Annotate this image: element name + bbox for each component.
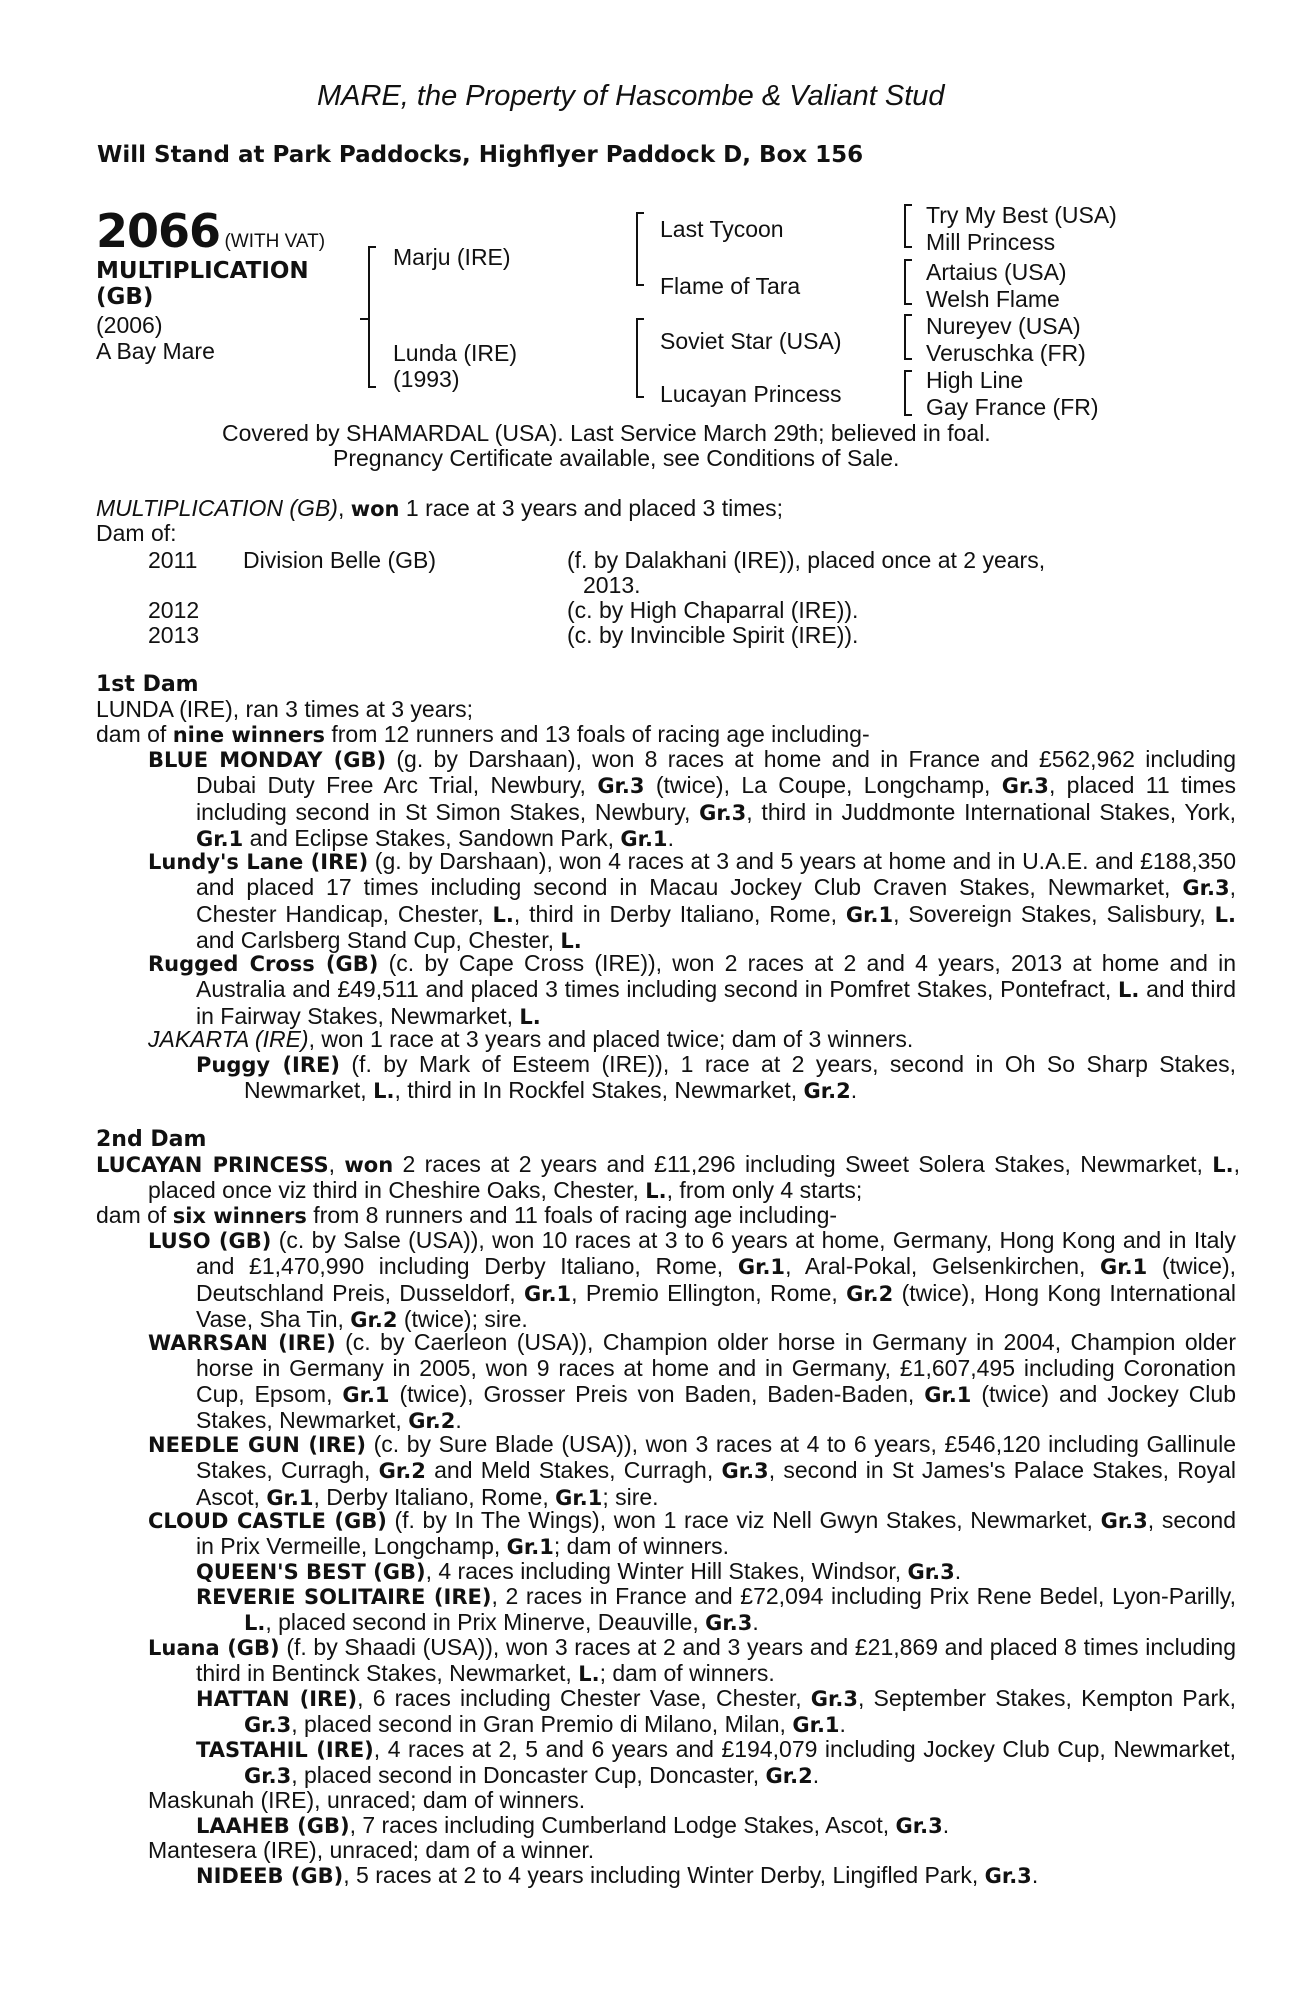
progeny-entry: REVERIE SOLITAIRE (IRE), 2 races in France and £72,094 including Prix Rene Bedel, Lyon-Parilly, L., placed second in Prix Minerve, Deauville, Gr.3. — [196, 1583, 1236, 1636]
pedigree-dsd: Veruschka (FR) — [926, 340, 1086, 366]
pedigree-dam-year: (1993) — [393, 366, 460, 392]
progeny-entry: Lundy's Lane (IRE) (g. by Darshaan), won 4 races at 3 and 5 years at home and in U.A.E. and £188,350 and placed 17 times including second in Macau Jockey Club Craven Stakes, Newmarket, Gr.3, Chester Handicap, Chester, L., third in Derby Italiano, Rome, Gr.1, Sovereign Stakes, Salisbury, L. and Carlsberg Stand Cup, Chester, L. — [148, 848, 1237, 954]
produce-note: (c. by Invincible Spirit (IRE)). — [567, 622, 859, 648]
produce-year: 2011 — [148, 547, 198, 573]
progeny-entry: CLOUD CASTLE (GB) (f. by In The Wings), won 1 race viz Nell Gwyn Stakes, Newmarket, Gr.3, second in Prix Vermeille, Longchamp, Gr.1; dam of winners. — [148, 1507, 1236, 1560]
first-dam-line1: LUNDA (IRE), ran 3 times at 3 years; — [96, 696, 474, 722]
stand-location: Will Stand at Park Paddocks, Highflyer Paddock D, Box 156 — [97, 142, 864, 168]
lot-number-row — [96, 204, 325, 258]
progeny-entry: Luana (GB) (f. by Shaadi (USA)), won 3 races at 2 and 3 years and £21,869 and placed 8 times including third in Bentinck Stakes, Newmarket, L.; dam of winners. — [148, 1634, 1236, 1687]
horse-description: A Bay Mare — [96, 338, 215, 364]
progeny-entry: Maskunah (IRE), unraced; dam of winners. — [148, 1787, 586, 1813]
second-dam-record: LUCAYAN PRINCESS, won 2 races at 2 years and £11,296 including Sweet Solera Stakes, Newmarket, L., placed once viz third in Cheshire Oaks, Chester, L., from only 4 starts; — [96, 1151, 1240, 1204]
progeny-entry: BLUE MONDAY (GB) (g. by Darshaan), won 8 races at home and in France and £562,962 including Dubai Duty Free Arc Trial, Newbury, Gr.3 (twice), La Coupe, Longchamp, Gr.3, placed 11 times including second in St Simon Stakes, Newbury, Gr.3, third in Juddmonte International Stakes, York, Gr.1 and Eclipse Stakes, Sandown Park, Gr.1. — [148, 746, 1237, 852]
covered-line2: Pregnancy Certificate available, see Conditions of Sale. — [333, 445, 900, 471]
second-dam-heading: 2nd Dam — [96, 1127, 207, 1152]
progeny-entry: NIDEEB (GB), 5 races at 2 to 4 years including Winter Derby, Lingifled Park, Gr.3. — [196, 1862, 1039, 1888]
mare-record-text: 1 race at 3 years and placed 3 times; — [399, 495, 784, 521]
produce-name: Division Belle (GB) — [243, 547, 436, 573]
produce-note-cont: 2013. — [583, 572, 641, 598]
mare-name: MULTIPLICATION (GB) — [96, 495, 338, 521]
page-title: MARE, the Property of Hascombe & Valiant Stud — [317, 80, 945, 112]
pedigree-sire: Marju (IRE) — [393, 244, 511, 270]
pedigree-ssd: Mill Princess — [926, 229, 1056, 255]
progeny-entry: LAAHEB (GB), 7 races including Cumberland Lodge Stakes, Ascot, Gr.3. — [196, 1812, 950, 1838]
pedigree-bracket-dd — [904, 370, 906, 416]
foaling-year: (2006) — [96, 312, 163, 338]
progeny-entry: HATTAN (IRE), 6 races including Chester Vase, Chester, Gr.3, September Stakes, Kempton Park, Gr.3, placed second in Gran Premio di Milano, Milan, Gr.1. — [196, 1685, 1236, 1738]
covered-line1: Covered by SHAMARDAL (USA). Last Service March 29th; believed in foal. — [222, 420, 991, 446]
pedigree-bracket-main — [368, 246, 370, 388]
pedigree-sdd: Welsh Flame — [926, 286, 1060, 312]
pedigree-bracket-ss — [904, 204, 906, 248]
pedigree-bracket-sd — [904, 259, 906, 305]
vat-note: (WITH VAT) — [224, 231, 326, 252]
second-dam-produce: dam of six winners from 8 runners and 11 foals of racing age including- — [96, 1202, 838, 1228]
produce-year: 2012 — [148, 597, 200, 623]
pedigree-ddd: Gay France (FR) — [926, 394, 1099, 420]
won-label: won — [350, 497, 400, 521]
pedigree-dss: Nureyev (USA) — [926, 313, 1081, 339]
pedigree-ds: Soviet Star (USA) — [660, 328, 842, 354]
pedigree-ss: Last Tycoon — [660, 216, 784, 242]
pedigree-dam: Lunda (IRE) — [393, 340, 518, 366]
bracket-notch — [360, 318, 368, 320]
progeny-entry: Mantesera (IRE), unraced; dam of a winner. — [148, 1837, 595, 1863]
first-dam-line2: dam of nine winners from 12 runners and 13 foals of racing age including- — [96, 721, 870, 747]
horse-name-line1: MULTIPLICATION — [96, 258, 309, 284]
mare-record: MULTIPLICATION (GB), won 1 race at 3 years and placed 3 times; — [96, 495, 784, 521]
progeny-entry: WARRSAN (IRE) (c. by Caerleon (USA)), Champion older horse in Germany in 2004, Champion older horse in Germany in 2005, won 9 races at home and in Germany, £1,607,495 including Coronation Cup, Epsom, Gr.1 (twice), Grosser Preis von Baden, Baden-Baden, Gr.1 (twice) and Jockey Club Stakes, Newmarket, Gr.2. — [148, 1329, 1237, 1434]
progeny-entry: Puggy (IRE) (f. by Mark of Esteem (IRE)), 1 race at 2 years, second in Oh So Sharp Stakes, Newmarket, L., third in In Rockfel Stakes, Newmarket, Gr.2. — [196, 1051, 1236, 1104]
progeny-entry: QUEEN'S BEST (GB), 4 races including Winter Hill Stakes, Windsor, Gr.3. — [196, 1558, 962, 1584]
horse-name-line2: (GB) — [96, 284, 154, 310]
produce-note: (c. by High Chaparral (IRE)). — [567, 597, 859, 623]
lot-number: 2066 — [96, 204, 221, 258]
produce-note: (f. by Dalakhani (IRE)), placed once at 2 years, — [567, 547, 1046, 573]
pedigree-dd: Lucayan Princess — [660, 381, 842, 407]
pedigree-bracket-dam — [636, 318, 638, 398]
progeny-entry: Rugged Cross (GB) (c. by Cape Cross (IRE)), won 2 races at 2 and 4 years, 2013 at home and in Australia and £49,511 and placed 3 times including second in Pomfret Stakes, Pontefract, L. and third in Fairway Stakes, Newmarket, L. — [148, 950, 1236, 1029]
pedigree-dds: High Line — [926, 367, 1024, 393]
pedigree-sds: Artaius (USA) — [926, 259, 1067, 285]
produce-year: 2013 — [148, 622, 200, 648]
dam-of-label: Dam of: — [96, 520, 177, 546]
first-dam-heading: 1st Dam — [96, 672, 199, 697]
progeny-entry: LUSO (GB) (c. by Salse (USA)), won 10 races at 3 to 6 years at home, Germany, Hong Kong and in Italy and £1,470,990 including Derby Italiano, Rome, Gr.1, Aral-Pokal, Gelsenkirchen, Gr.1 (twice), Deutschland Preis, Dusseldorf, Gr.1, Premio Ellington, Rome, Gr.2 (twice), Hong Kong International Vase, Sha Tin, Gr.2 (twice); sire. — [148, 1227, 1237, 1333]
pedigree-bracket-sire — [636, 212, 638, 286]
pedigree-bracket-ds — [904, 314, 906, 360]
pedigree-sd: Flame of Tara — [660, 273, 801, 299]
progeny-entry: JAKARTA (IRE), won 1 race at 3 years and placed twice; dam of 3 winners. — [148, 1026, 914, 1052]
progeny-entry: NEEDLE GUN (IRE) (c. by Sure Blade (USA)), won 3 races at 4 to 6 years, £546,120 including Gallinule Stakes, Curragh, Gr.2 and Meld Stakes, Curragh, Gr.3, second in St James's Palace Stakes, Royal Ascot, Gr.1, Derby Italiano, Rome, Gr.1; sire. — [148, 1431, 1237, 1510]
pedigree-sss: Try My Best (USA) — [926, 202, 1117, 228]
nine-winners: nine winners — [172, 723, 325, 747]
progeny-entry: TASTAHIL (IRE), 4 races at 2, 5 and 6 years and £194,079 including Jockey Club Cup, Newmarket, Gr.3, placed second in Doncaster Cup, Doncaster, Gr.2. — [196, 1736, 1237, 1789]
